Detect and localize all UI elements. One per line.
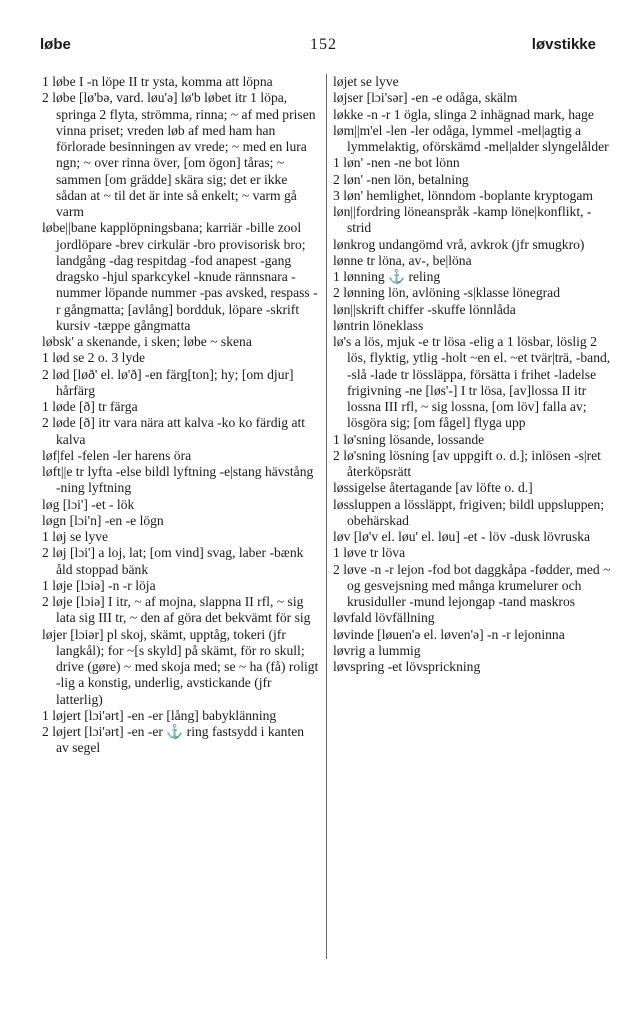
dictionary-entry: 1 løj se lyve: [42, 529, 109, 544]
dictionary-entry: 2 løje [lɔiə] I itr, ~ af mojna, slappna II rfl, ~ sig lata sig III tr, ~ den af göra det bekvämt för sig: [42, 594, 311, 626]
page-number: 152: [310, 36, 337, 53]
dictionary-entry: 1 løbe I -n löpe II tr ysta, komma att löpna: [42, 74, 273, 89]
dictionary-entry: løm||m'el -len -ler odåga, lymmel -mel|agtig a lymmelaktig, oförskämd -mel|alder slyngelålder: [333, 122, 609, 154]
dictionary-entry: lønne tr löna, av-, be|löna: [333, 252, 472, 268]
dictionary-entry: 1 løde [ð] tr färga: [42, 399, 138, 414]
right-column: [333, 74, 611, 675]
dictionary-entry: løft||e tr lyfta -else bildl lyftning -e|stang hävstång -ning lyftning: [42, 464, 314, 496]
dictionary-entry: løbsk' a skenande, i sken; løbe ~ skena: [42, 334, 252, 349]
dictionary-entry: løntrin löneklass: [333, 317, 424, 333]
dictionary-entry: 2 løj [lɔi'] a loj, lat; [om vind] svag, laber -bænk åld stoppad bänk: [42, 545, 304, 577]
dictionary-entry: 1 lø'sning lösande, lossande: [333, 431, 485, 447]
dictionary-entry: 1 lød se 2 o. 3 lyde: [42, 350, 146, 366]
dictionary-entry: 1 løve tr löva: [333, 545, 406, 561]
dictionary-entry: 1 løjert [lɔi'ərt] -en -er [lång] babyklänning: [42, 707, 277, 723]
dictionary-entry: 2 løbe [lø'bə, vard. løu'ə] lø'b løbet itr 1 löpa, springa 2 flyta, strömma, rinna; ~ af med prisen vinna priset; vreden løb af med ham han förlorade besinningen av vrede; ~ med en lura ngn; ~ over rinna över, [om ögon] tåras; ~ sammen [om grädde] skära sig; det er ikke sådan at ~ til det är inte så enkelt; ~ varm gå varm: [42, 90, 316, 219]
dictionary-entry: løssigelse återtagande [av löfte o. d.]: [333, 480, 533, 496]
dictionary-entry: 2 lønning lön, avlöning -s|klasse lönegrad: [333, 285, 560, 301]
dictionary-entry: 3 løn' hemlighet, lönndom -boplante kryptogam: [333, 187, 593, 203]
left-column: [42, 74, 320, 757]
dictionary-entry: løssluppen a lössläppt, frigiven; bildl uppsluppen; obehärskad: [333, 496, 605, 528]
dictionary-entry: 1 løn' -nen -ne bot lönn: [333, 155, 460, 171]
dictionary-entry: 2 lød [løð' el. lø'ð] -en färg[ton]; hy; [om djur] hårfärg: [42, 366, 294, 398]
dictionary-entry: løn||fordring löneanspråk -kamp löne|konflikt, -strid: [333, 204, 592, 236]
dictionary-entry: 2 løjert [lɔi'ərt] -en -er ⚓ ring fastsydd i kanten av segel: [42, 724, 305, 756]
dictionary-entry: 2 løve -n -r lejon -fod bot daggkåpa -fødder, med ~ og gesvejsning med många krumelurer och krusiduller -mund lejongap -tand maskros: [333, 561, 611, 609]
dictionary-entry: løv [lø'v el. løu' el. løu] -et - löv -dusk lövruska: [333, 529, 591, 544]
dictionary-entry: 2 løde [ð] itr vara nära att kalva -ko ko färdig att kalva: [42, 415, 306, 447]
dictionary-entry: løvspring -et lövsprickning: [333, 659, 481, 674]
dictionary-entry: løgn [lɔi'n] -en -e lögn: [42, 512, 164, 528]
column-divider: [326, 74, 327, 959]
dictionary-entry: løvfald lövfällning: [333, 610, 435, 626]
dictionary-entry: lønkrog undangömd vrå, avkrok (jfr smugkro): [333, 236, 585, 252]
dictionary-entry: løvinde [løuen'ə el. løven'ə] -n -r lejoninna: [333, 626, 565, 642]
dictionary-entry: løkke -n -r 1 ögla, slinga 2 inhägnad mark, hage: [333, 106, 594, 122]
dictionary-entry: 1 løje [lɔiə] -n -r löja: [42, 577, 156, 593]
dictionary-entry: 2 lø'sning lösning [av uppgift o. d.]; inlösen -s|ret återköpsrätt: [333, 447, 601, 479]
running-head-right: løvstikke: [531, 36, 596, 53]
dictionary-entry: lø's a lös, mjuk -e tr lösa -elig a 1 lösbar, löslig 2 lös, flyktig, ytlig -holt ~en el. ~et tvär|trä, -band, -slå -lade tr lössläppa, försätta i frihet -ladelse frigivning -ne [løs'-] I tr lösa, [av]lossa II itr lossna III rfl, ~ sig lossna, [om löv] falla av; lösgöra sig; [om fågel] flyga upp: [333, 334, 611, 431]
dictionary-entry: løvrig a lummig: [333, 642, 421, 658]
dictionary-entry: løn||skrift chiffer -skuffe lönnlåda: [333, 301, 516, 317]
dictionary-entry: løjser [lɔi'sər] -en -e odåga, skälm: [333, 90, 518, 106]
dictionary-entry: løf|fel -felen -ler harens öra: [42, 447, 192, 463]
dictionary-entry: løjer [lɔiər] pl skoj, skämt, upptåg, tokeri (jfr langkål); for ~[s skyld] på skämt, för ro skull; drive (gøre) ~ med skoja med; se ~ ha (få) roligt -lig a konstig, underlig, avstickande (jfr latterlig): [42, 626, 319, 707]
dictionary-entry: løbe||bane kapplöpningsbana; karriär -bille zool jordlöpare -brev cirkulär -bro provisorisk bro; landgång -dag respitdag -fod anapest -gang dragsko -hjul sparkcykel -knude rännsnara -nummer löpande nummer -pas avsked, respass -r gångmatta; [avlång] bordduk, löpare -skrift kursiv -tæppe gångmatta: [42, 220, 318, 333]
dictionary-entry: 2 løn' -nen lön, betalning: [333, 171, 469, 187]
page-header: [40, 36, 596, 58]
dictionary-entry: løg [lɔi'] -et - lök: [42, 496, 135, 512]
dictionary-entry: løjet se lyve: [333, 74, 399, 89]
dictionary-entry: 1 lønning ⚓ reling: [333, 269, 441, 284]
running-head-left: løbe: [40, 36, 71, 53]
